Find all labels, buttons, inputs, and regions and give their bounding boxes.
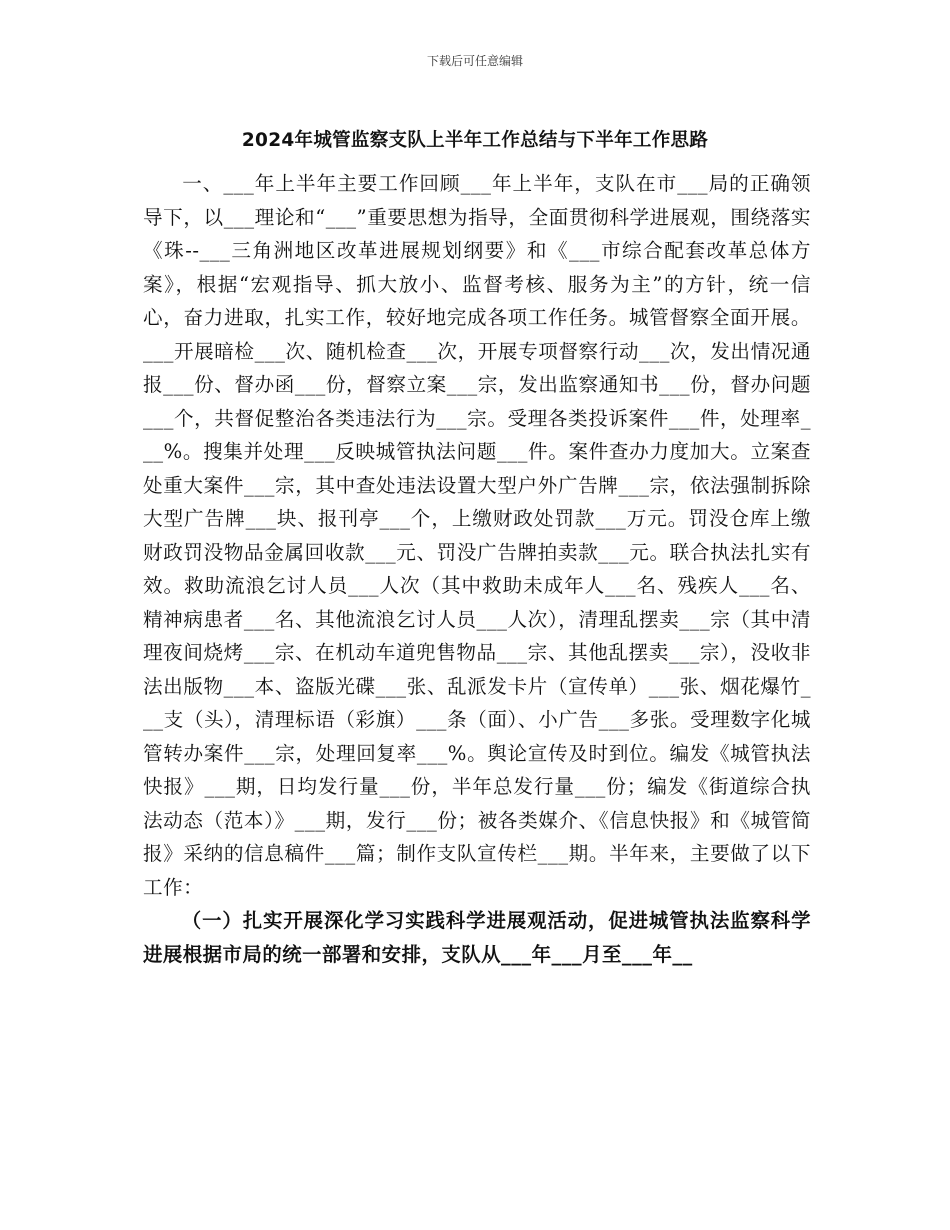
paragraph-intro: 一、___年上半年主要工作回顾___年上半年，支队在市___局的正确领导下，以___理论和“___”重要思想为指导，全面贯彻科学进展观，围绕落实《珠--___三角洲地区改革进展规划纲要》和《___市综合配套改革总体方案》，根据“宏观指导、抓大放小、监督考核、服务为主”的方针，统一信心，奋力进取，扎实工作，较好地完成各项工作任务。城管督察全面开展。___开展暗检___次、随机检查___次，开展专项督察行动___次，发出情况通报___份、督办函___份，督察立案___宗，发出监察通知书___份，督办问题___个，共督促整治各类违法行为___宗。受理各类投诉案件___件，处理率___%。搜集并处理___反映城管执法问题___件。案件查办力度加大。立案查处重大案件___宗，其中查处违法设置大型户外广告牌___宗，依法强制拆除大型广告牌___块、报刊亭___个，上缴财政处罚款___万元。罚没仓库上缴财政罚没物品金属回收款___元、罚没广告牌拍卖款___元。联合执法扎实有效。救助流浪乞讨人员___人次（其中救助未成年人___名、残疾人___名、精神病患者___名、其他流浪乞讨人员___人次），清理乱摆卖___宗（其中清理夜间烧烤___宗、在机动车道兜售物品___宗、其他乱摆卖___宗），没收非法出版物___本、盗版光碟___张、乱派发卡片（宣传单）___张、烟花爆竹___支（头），清理标语（彩旗）___条（面）、小广告___多张。受理数字化城管转办案件___宗，处理回复率___%。舆论宣传及时到位。编发《城管执法快报》___期，日均发行量___份，半年总发行量___份；编发《街道综合执法动态（范本）》___期，发行___份；被各类媒介、《信息快报》和《城管简报》采纳的信息稿件___篇；制作支队宣传栏___期。半年来，主要做了以下工作： <box>143 172 811 899</box>
document-title: 2024年城管监察支队上半年工作总结与下半年工作思路 <box>241 130 709 151</box>
document-body <box>143 167 811 971</box>
paragraph-section-heading: （一）扎实开展深化学习实践科学进展观活动，促进城管执法监察科学进展根据市局的统一部署和安排，支队从___年___月至___年__ <box>143 909 811 966</box>
header-note: 下载后可任意编辑 <box>426 54 523 68</box>
